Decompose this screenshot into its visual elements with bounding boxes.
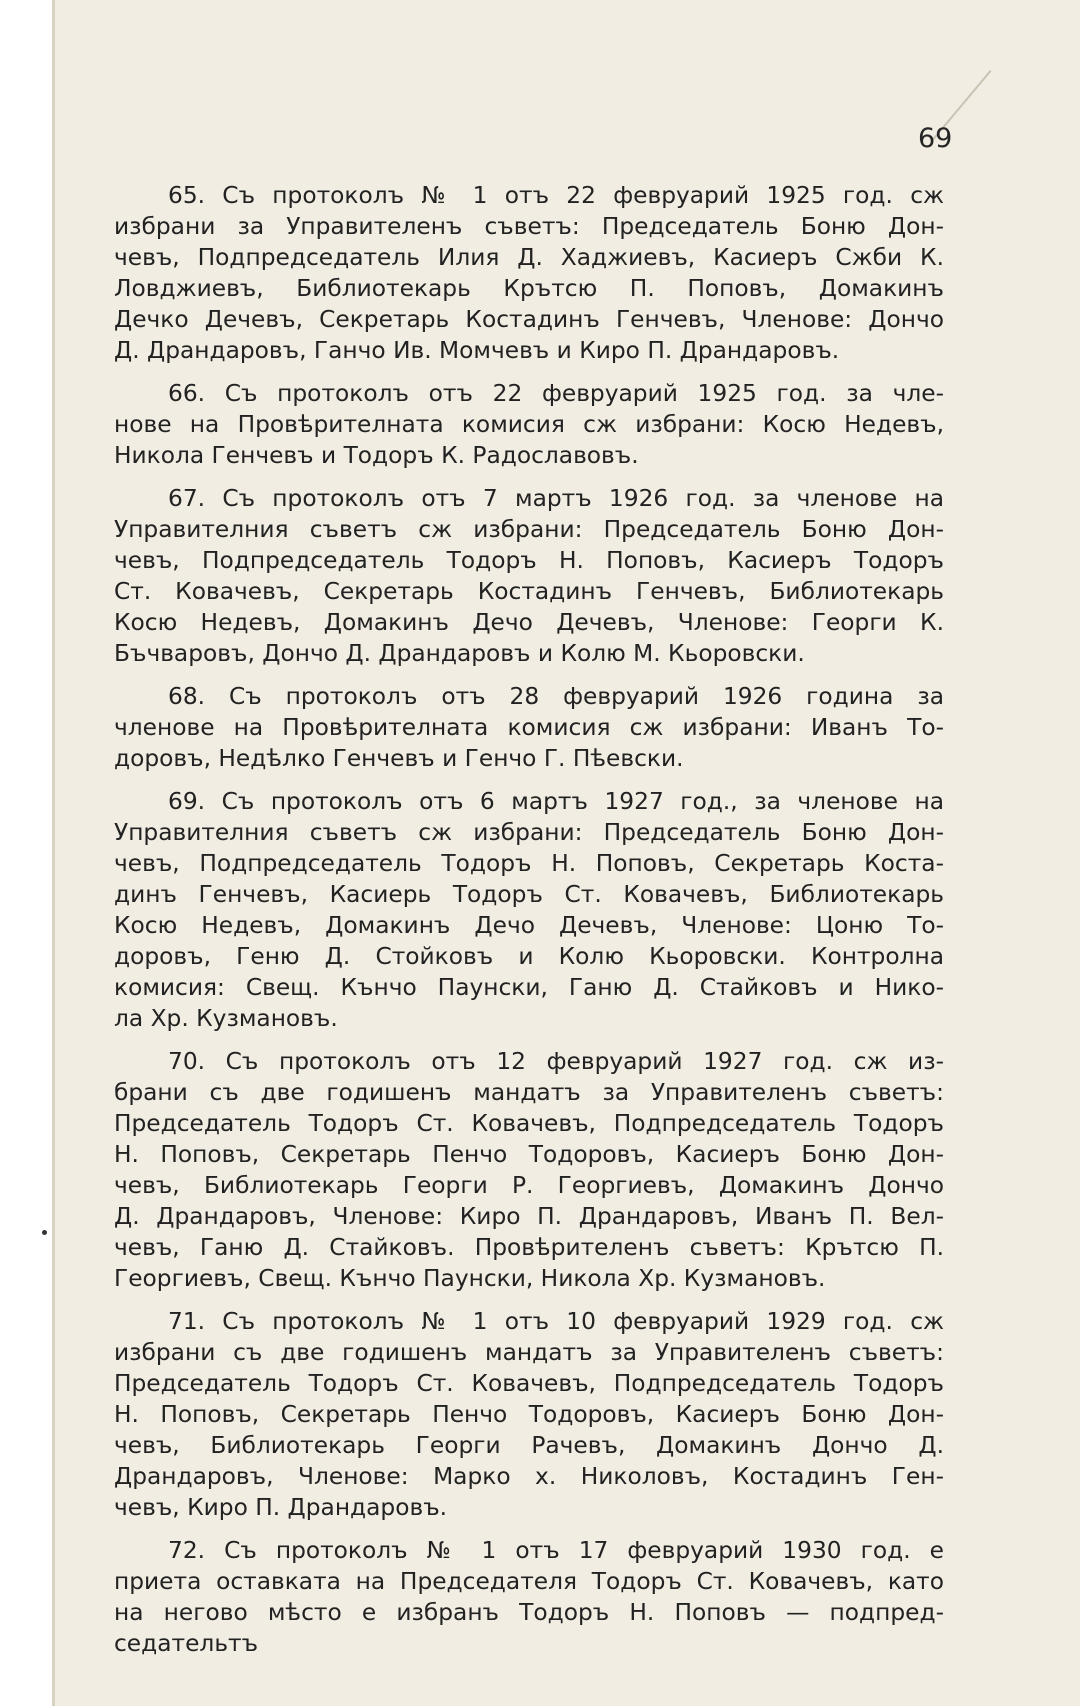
text-line: 66. Съ протоколъ отъ 22 февруарий 1925 год. за чле- <box>168 380 944 407</box>
text-line: 68. Съ протоколъ отъ 28 февруарий 1926 година за <box>168 683 944 710</box>
text-line: 71. Съ протоколъ № 1 отъ 10 февруарий 1929 год. сж <box>168 1308 944 1335</box>
paragraph-67 <box>114 483 944 669</box>
text-line: Д. Драндаровъ, Членове: Киро П. Драндаровъ, Иванъ П. Вел- <box>114 1203 944 1230</box>
paragraph-72 <box>114 1535 944 1659</box>
text-line: Д. Драндаровъ, Ганчо Ив. Момчевъ и Киро П. Драндаровъ. <box>114 337 840 364</box>
text-line: Управителния съветъ сж избрани: Председатель Боню Дон- <box>114 819 944 846</box>
text-line: брани съ две годишенъ мандатъ за Управителенъ съветъ: <box>114 1079 944 1106</box>
text-line: Косю Недевъ, Домакинъ Дечо Дечевъ, Членове: Георги К. <box>114 609 944 636</box>
paragraph-70 <box>114 1046 944 1294</box>
text-line: избрани съ две годишенъ мандатъ за Управителенъ съветъ: <box>114 1339 944 1366</box>
document-body <box>114 180 944 1671</box>
text-line: избрани за Управителенъ съветъ: Председатель Боню Дон- <box>114 213 944 240</box>
text-line: Косю Недевъ, Домакинъ Дечо Дечевъ, Членове: Цоню То- <box>114 912 944 939</box>
text-line: Дечко Дечевъ, Секретарь Костадинъ Генчевъ, Членове: Дончо <box>114 306 944 333</box>
text-line: чевъ, Киро П. Драндаровъ. <box>114 1494 448 1521</box>
text-line: Н. Поповъ, Секретарь Пенчо Тодоровъ, Касиеръ Боню Дон- <box>114 1141 944 1168</box>
text-line: членове на Провѣрителната комисия сж избрани: Иванъ То- <box>114 714 944 741</box>
page-number: 69 <box>918 123 953 154</box>
text-line: чевъ, Подпредседатель Илия Д. Хаджиевъ, Касиеръ Сжби К. <box>114 244 944 271</box>
text-line: Бъчваровъ, Дончо Д. Драндаровъ и Колю М. Кьоровски. <box>114 640 805 667</box>
text-line: Ст. Ковачевъ, Секретарь Костадинъ Генчевъ, Библиотекарь <box>114 578 944 605</box>
text-line: чевъ, Библиотекарь Георги Рачевъ, Домакинъ Дончо Д. <box>114 1432 944 1459</box>
text-line: седательтъ <box>114 1630 259 1657</box>
paragraph-65 <box>114 180 944 366</box>
text-line: доровъ, Недѣлко Генчевъ и Генчо Г. Пѣевски. <box>114 745 684 772</box>
text-line: чевъ, Подпредседатель Тодоръ Н. Поповъ, Секретарь Коста- <box>114 850 944 877</box>
text-line: ла Хр. Кузмановъ. <box>114 1005 338 1032</box>
text-line: Председатель Тодоръ Ст. Ковачевъ, Подпредседатель Тодоръ <box>114 1110 944 1137</box>
text-line: 70. Съ протоколъ отъ 12 февруарий 1927 год. сж из- <box>168 1048 944 1075</box>
text-line: доровъ, Геню Д. Стойковъ и Колю Кьоровски. Контролна <box>114 943 944 970</box>
text-line: чевъ, Подпредседатель Тодоръ Н. Поповъ, Касиеръ Тодоръ <box>114 547 944 574</box>
text-line: чевъ, Ганю Д. Стайковъ. Провѣрителенъ съветъ: Крътсю П. <box>114 1234 944 1261</box>
text-line: 72. Съ протоколъ № 1 отъ 17 февруарий 1930 год. е <box>168 1537 944 1564</box>
paragraph-68 <box>114 681 944 774</box>
text-line: динъ Генчевъ, Касиерь Тодоръ Ст. Ковачевъ, Библиотекарь <box>114 881 944 908</box>
text-line: приета оставката на Председателя Тодоръ Ст. Ковачевъ, като <box>114 1568 944 1595</box>
text-line: Н. Поповъ, Секретарь Пенчо Тодоровъ, Касиеръ Боню Дон- <box>114 1401 944 1428</box>
paragraph-71 <box>114 1306 944 1523</box>
text-line: на негово мѣсто е избранъ Тодоръ Н. Поповъ — подпред- <box>114 1599 944 1626</box>
text-line: 65. Съ протоколъ № 1 отъ 22 февруарий 1925 год. сж <box>168 182 944 209</box>
text-line: Управителния съветъ сж избрани: Председатель Боню Дон- <box>114 516 944 543</box>
text-line: Ловджиевъ, Библиотекарь Крътсю П. Поповъ, Домакинъ <box>114 275 944 302</box>
text-line: Драндаровъ, Членове: Марко х. Николовъ, Костадинъ Ген- <box>114 1463 944 1490</box>
text-line: чевъ, Библиотекарь Георги Р. Георгиевъ, Домакинъ Дончо <box>114 1172 944 1199</box>
text-line: Георгиевъ, Свещ. Кънчо Паунски, Никола Хр. Кузмановъ. <box>114 1265 826 1292</box>
text-line: 67. Съ протоколъ отъ 7 мартъ 1926 год. за членове на <box>168 485 944 512</box>
text-line: комисия: Свещ. Кънчо Паунски, Ганю Д. Стайковъ и Нико- <box>114 974 944 1001</box>
text-line: Председатель Тодоръ Ст. Ковачевъ, Подпредседатель Тодоръ <box>114 1370 944 1397</box>
text-line: 69. Съ протоколъ отъ 6 мартъ 1927 год., за членове на <box>168 788 944 815</box>
ink-speck <box>42 1230 47 1235</box>
paragraph-69 <box>114 786 944 1034</box>
text-line: нове на Провѣрителната комисия сж избрани: Косю Недевъ, <box>114 411 944 438</box>
page-edge-shadow <box>52 0 55 1706</box>
paragraph-66 <box>114 378 944 471</box>
text-line: Никола Генчевъ и Тодоръ К. Радославовъ. <box>114 442 639 469</box>
